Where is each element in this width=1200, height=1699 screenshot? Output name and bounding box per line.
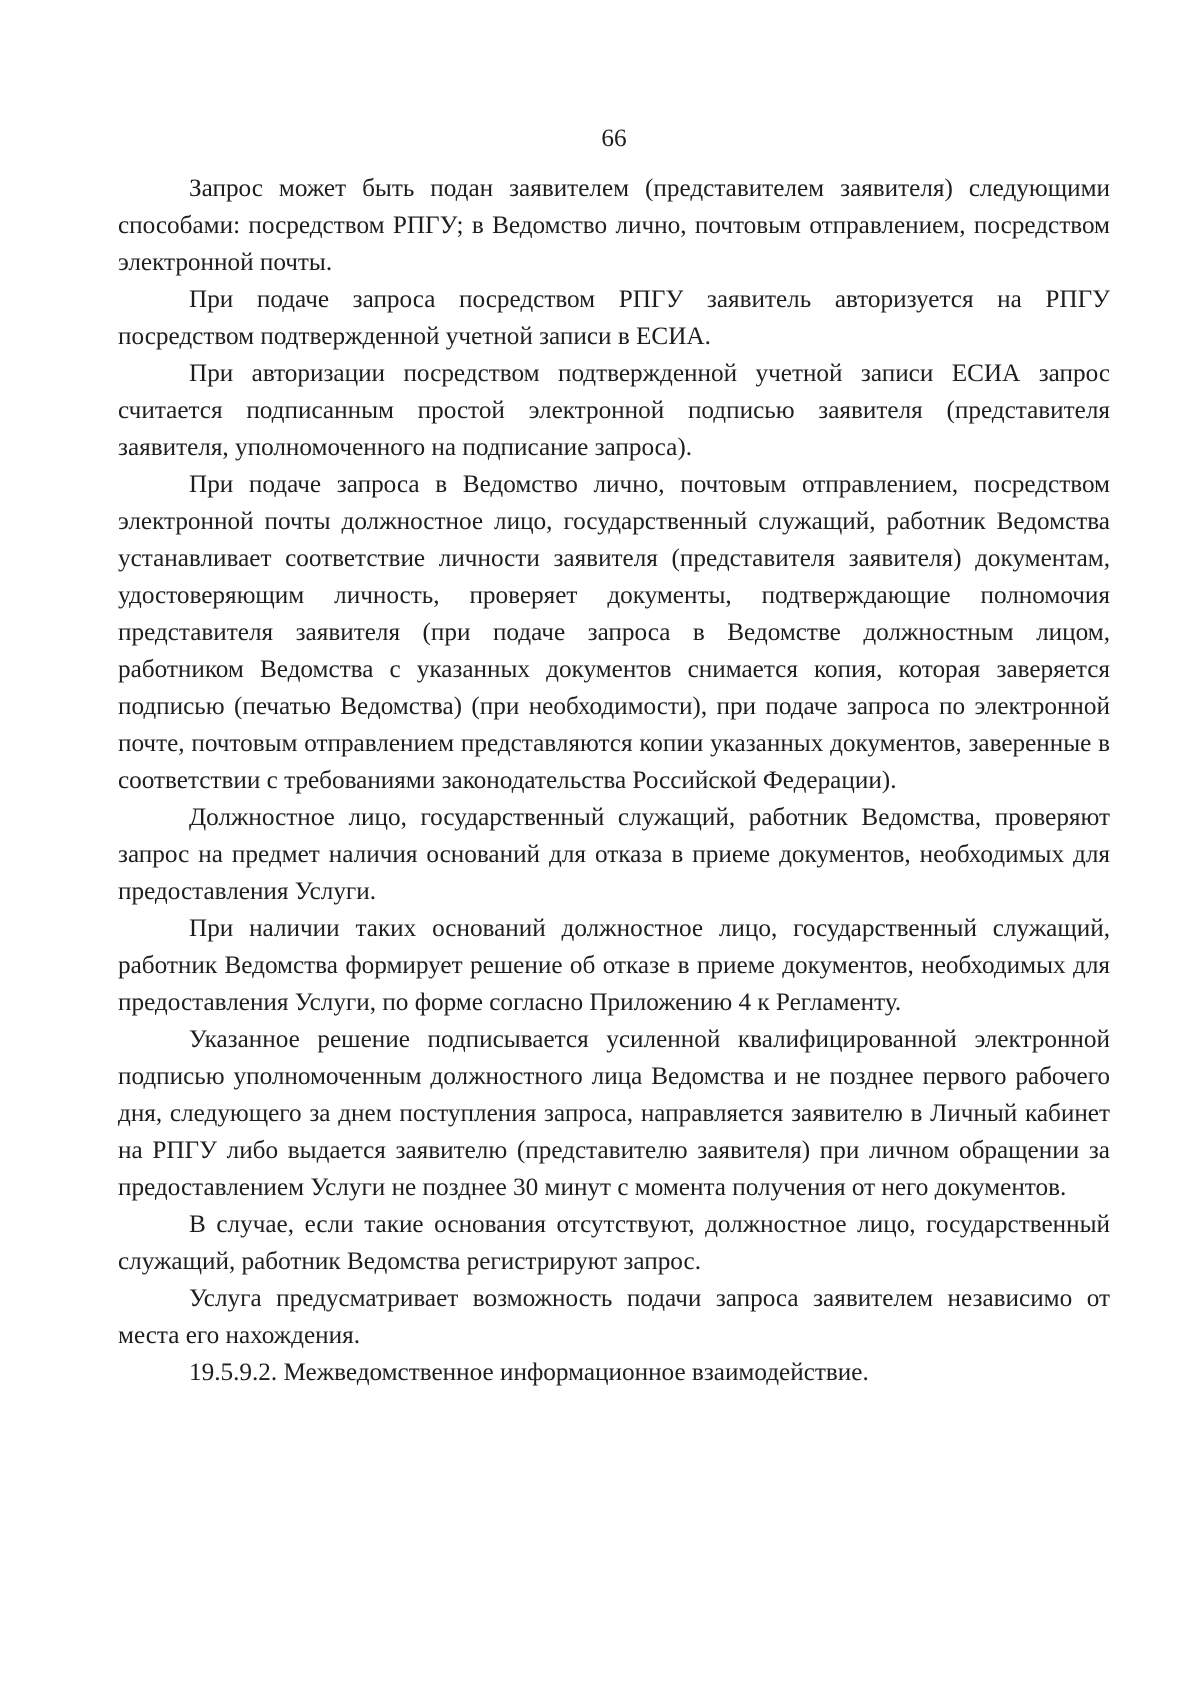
paragraph-in-person-submission: При подаче запроса в Ведомство лично, почтовым отправлением, посредством электронной почты должностное лицо, государственный служащий, работник Ведомства устанавливает соответствие личности заявителя (представителя заявителя) документам, удостоверяющим личность, проверяет документы, подтверждающие полномочия представителя заявителя (при подаче запроса в Ведомстве должностным лицом, работником Ведомства с указанных документов снимается копия, которая заверяется подписью (печатью Ведомства) (при необходимости), при подаче запроса по электронной почте, почтовым отправлением представляются копии указанных документов, заверенные в соответствии с требованиями законодательства Российской Федерации).: [118, 471, 1110, 794]
paragraph-submission-methods: Запрос может быть подан заявителем (представителем заявителя) следующими способами: посредством РПГУ; в Ведомство лично, почтовым отправлением, посредством электронной почты.: [118, 175, 1110, 276]
paragraph-refusal-decision: При наличии таких оснований должностное лицо, государственный служащий, работник Ведомства формирует решение об отказе в приеме документов, необходимых для предоставления Услуги, по форме согласно Приложению 4 к Регламенту.: [118, 915, 1110, 1016]
paragraph-section-heading: 19.5.9.2. Межведомственное информационное взаимодействие.: [189, 1359, 869, 1386]
paragraph-registration: В случае, если такие основания отсутствуют, должностное лицо, государственный служащий, работник Ведомства регистрируют запрос.: [118, 1211, 1110, 1275]
paragraph-grounds-check: Должностное лицо, государственный служащий, работник Ведомства, проверяют запрос на предмет наличия оснований для отказа в приеме документов, необходимых для предоставления Услуги.: [118, 804, 1110, 905]
paragraph-esia-signature: При авторизации посредством подтвержденной учетной записи ЕСИА запрос считается подписанным простой электронной подписью заявителя (представителя заявителя, уполномоченного на подписание запроса).: [118, 360, 1110, 461]
page-number: 66: [601, 125, 627, 152]
paragraph-rpgu-authorization: При подаче запроса посредством РПГУ заявитель авторизуется на РПГУ посредством подтвержденной учетной записи в ЕСИА.: [118, 286, 1110, 350]
paragraph-decision-signing: Указанное решение подписывается усиленной квалифицированной электронной подписью уполномоченным должностного лица Ведомства и не позднее первого рабочего дня, следующего за днем поступления запроса, направляется заявителю в Личный кабинет на РПГУ либо выдается заявителю (представителю заявителя) при личном обращении за предоставлением Услуги не позднее 30 минут с момента получения от него документов.: [118, 1026, 1110, 1201]
paragraph-extraterritorial: Услуга предусматривает возможность подачи запроса заявителем независимо от места его нахождения.: [118, 1285, 1110, 1349]
